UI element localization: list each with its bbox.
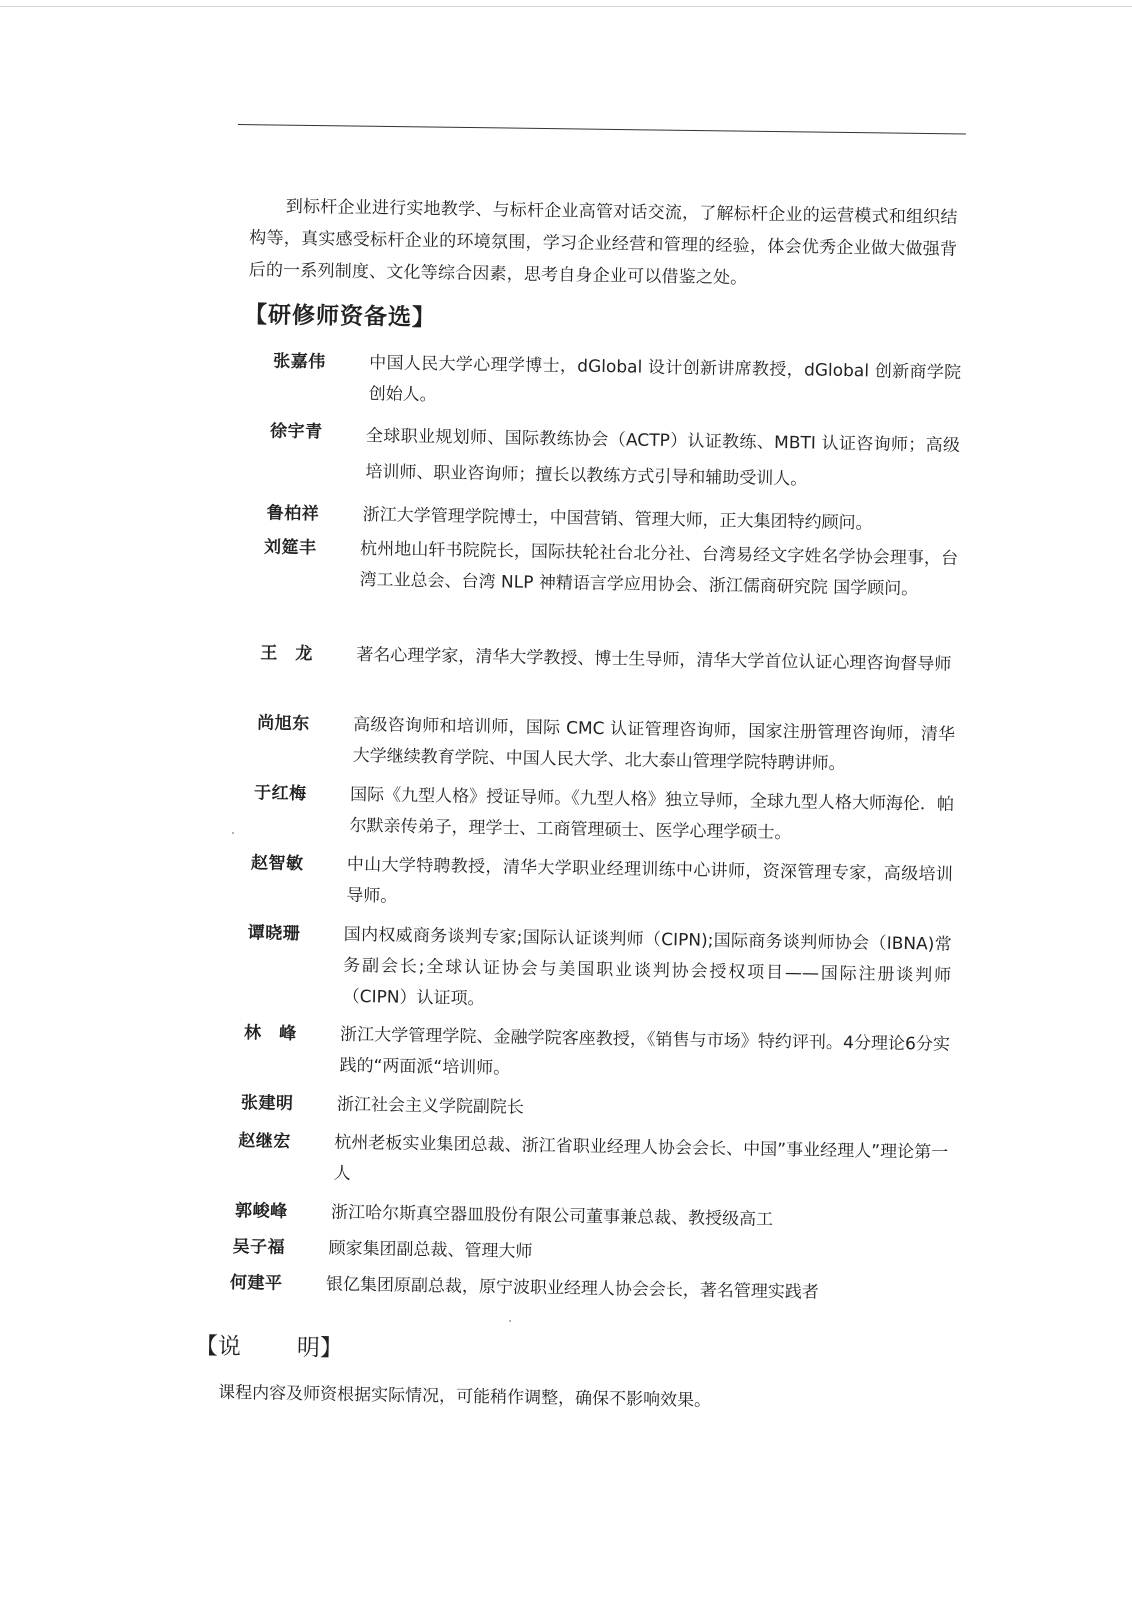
faculty-item: [272, 347, 961, 418]
faculty-item: [243, 1018, 950, 1094]
faculty-name: 刘筵丰: [263, 537, 317, 559]
faculty-name: 林 峰: [243, 1023, 297, 1045]
faculty-item: [256, 708, 955, 784]
faculty-name: 张建明: [240, 1093, 294, 1114]
faculty-description: 银亿集团原副总裁，原宁波职业经理人协会会长，著名管理实践者: [325, 1274, 820, 1303]
faculty-name: 郭峻峰: [234, 1201, 288, 1222]
faculty-description: 国内权威商务谈判专家;国际认证谈判师（CIPN);国际商务谈判师协会（IBNA)常务副会长;全球认证协会与美国职业谈判协会授权项目——国际注册谈判师（CIPN）认证项。: [342, 924, 952, 1010]
scan-speck: [509, 1320, 511, 1322]
faculty-name: 赵智敏: [250, 853, 304, 875]
faculty-name: 赵继宏: [238, 1131, 291, 1152]
note-text: 课程内容及师资根据实际情况，可能稍作调整，确保不影响效果。: [217, 1382, 712, 1411]
faculty-item: [253, 778, 954, 854]
faculty-description: 浙江哈尔斯真空器皿股份有限公司董事兼总裁、教授级高工: [330, 1202, 774, 1230]
faculty-name: 徐宇青: [269, 421, 323, 443]
intro-paragraph: 到标杆企业进行实地教学、与标杆企业高管对话交流，了解标杆企业的运营模式和组织结构等，真实感受标杆企业的环境氛围，学习企业经营和管理的经验，体会优秀企业做大做强背后的一系列制度、文化等综合因素，思考自身企业可以借鉴之处。: [248, 196, 958, 289]
faculty-description: 浙江大学管理学院博士，中国营销、管理大师，正大集团特约顾问。: [362, 505, 873, 534]
faculty-description: 中国人民大学心理学博士，dGlobal 设计创新讲席教授，dGlobal 创新商学院创始人。: [368, 353, 962, 406]
faculty-item: [260, 638, 957, 712]
faculty-description: 高级咨询师和培训师，国际 CMC 认证管理咨询师，国家注册管理咨询师，清华大学继续教育学院、中国人民大学、北大泰山管理学院特聘讲师。: [352, 714, 956, 775]
faculty-name: 张嘉伟: [273, 351, 326, 373]
faculty-name: 鲁柏祥: [266, 503, 320, 525]
faculty-description: 全球职业规划师、国际教练协会（ACTP）认证教练、MBTI 认证咨询师；高级培训师、职业咨询师；擅长以教练方式引导和辅助受训人。: [365, 426, 961, 490]
faculty-item: [263, 532, 958, 639]
faculty-item: [237, 1126, 948, 1202]
faculty-description: 杭州老板实业集团总裁、浙江省职业经理人协会会长、中国”事业经理人”理论第一人: [333, 1132, 949, 1184]
faculty-description: 著名心理学家，清华大学教授、博士生导师，清华大学首位认证心理咨询督导师: [356, 644, 952, 675]
faculty-name: 尚旭东: [257, 713, 310, 735]
faculty-description: 顾家集团副总裁、管理大师: [328, 1238, 533, 1262]
faculty-item: [269, 416, 960, 509]
faculty-description: 杭州地山轩书院院长，国际扶轮社台北分社、台湾易经文字姓名学协会理事，台湾工业总会、台湾 NLP 神精语言学应用协会、浙江儒商研究院 国学顾问。: [359, 538, 959, 600]
scan-speck: [232, 832, 234, 834]
faculty-name: 吴子福: [232, 1236, 286, 1258]
faculty-name: 何建平: [229, 1272, 283, 1294]
faculty-name: 王 龙: [260, 643, 314, 665]
note-heading-left: 【说: [194, 1333, 242, 1361]
faculty-description: 国际《九型人格》授证导师。《九型人格》独立导师，全球九型人格大师海伦．帕尔默亲传弟子，理学士、工商管理硕士、医学心理学硕士。: [349, 784, 955, 844]
faculty-item: [246, 918, 951, 1024]
faculty-section-heading: 【研修师资备选】: [243, 302, 437, 332]
note-section-heading: [195, 1327, 344, 1362]
note-heading-right: 明】: [296, 1335, 344, 1362]
faculty-name: 谭晓珊: [247, 923, 301, 945]
faculty-description: 中山大学特聘教授，清华大学职业经理训练中心讲师，资深管理专家，高级培训导师。: [346, 854, 953, 907]
faculty-description: 浙江大学管理学院、金融学院客座教授，《销售与市场》特约评刊。4分理论6分实践的“两面派“培训师。: [339, 1024, 951, 1079]
faculty-description: 浙江社会主义学院副院长: [336, 1094, 525, 1118]
faculty-list: [229, 346, 962, 1313]
faculty-name: 于红梅: [253, 783, 307, 805]
faculty-item: [250, 848, 953, 922]
